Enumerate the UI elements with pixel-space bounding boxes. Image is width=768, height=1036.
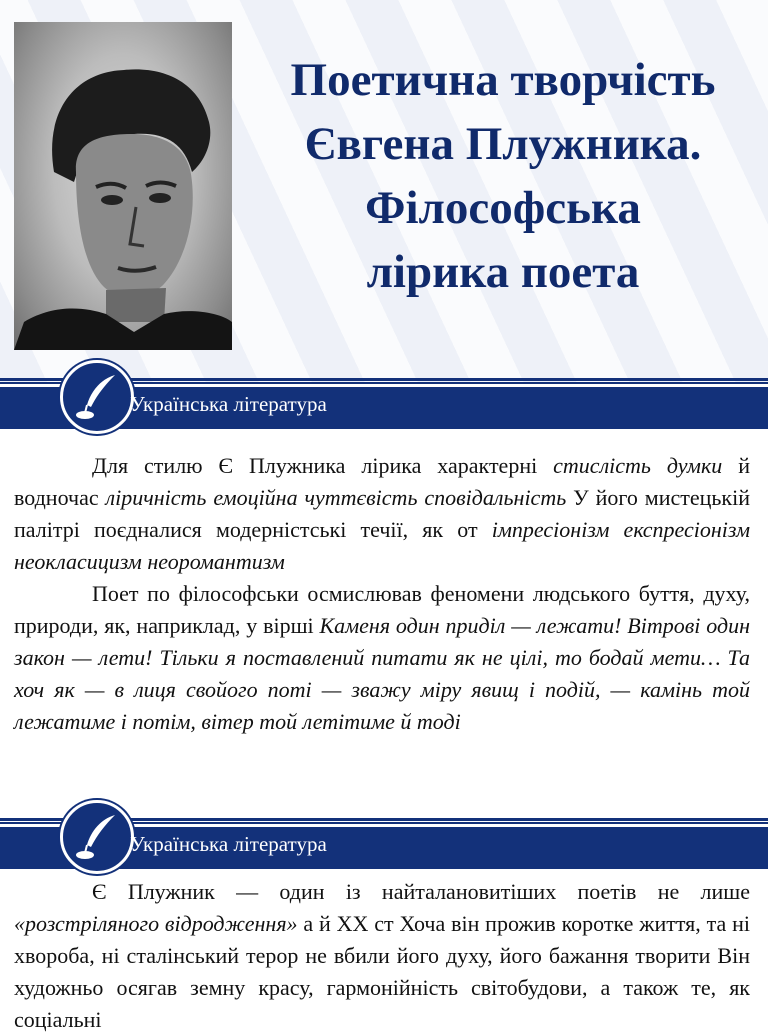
paragraph: Є Плужник — один із найталановитіших поетів не лише «розстріляного відродження» а й XX ст Хоча він прожив коротке життя, та ні хвороба, ні сталінський терор не вбили його духу, його бажання творити Він художньо осягав земну красу, гармонійність світобудови, а також те, як соціальні (14, 879, 750, 1032)
banner-label: Українська література (130, 392, 327, 416)
paragraph: Поет по філософськи осмислював феномени людського буття, духу, природи, як, наприклад, у вірші Каменя один приділ — лежати! Вітрові один закон — лети! Тільки я поставлений питати як не цілі, то бодай мети… Та хоч як — в лиця свойого поті — зважу міру явищ і подій, — камінь той лежатиме і потім, вітер той летітиме й тоді (14, 581, 750, 734)
poet-portrait (14, 22, 232, 350)
section-banner (0, 360, 768, 432)
emblem (60, 360, 134, 434)
section-banner (0, 800, 768, 872)
quill-inkpot-icon (71, 371, 123, 423)
emphasis: стислість думки (553, 453, 723, 478)
emphasis: ліричність емоційна чуттєвість сповідальність (105, 485, 567, 510)
banner-label: Українська література (130, 832, 327, 856)
emphasis: «розстріляного відродження» (14, 911, 298, 936)
title-line: Філософська (365, 182, 641, 234)
poem-quote: Каменя один приділ — лежати! Вітрові один закон — лети! Тільки я поставлений питати як не цілі, то бодай мети… Та хоч як — в лиця свойого поті — зважу міру явищ і подій, — камінь той лежатиме і потім, вітер той летітиме й тоді (14, 613, 750, 734)
page-title (248, 48, 758, 304)
text-section-2 (14, 876, 750, 1036)
quill-inkpot-icon (71, 811, 123, 863)
title-slide (0, 0, 768, 395)
text-section-1 (14, 450, 750, 738)
emblem (60, 800, 134, 874)
emphasis: імпресіонізм експресіонізм неокласицизм неоромантизм (14, 517, 750, 574)
paragraph: Для стилю Є Плужника лірика характерні стислість думки й водночас ліричність емоційна чуттєвість сповідальність У його мистецькій палітрі поєдналися модерністські течії, як от імпресіонізм експресіонізм неокласицизм неоромантизм (14, 453, 751, 574)
title-line: Поетична творчість (290, 54, 716, 106)
title-line: Євгена Плужника. (304, 118, 702, 170)
title-line: лірика поета (366, 246, 640, 298)
